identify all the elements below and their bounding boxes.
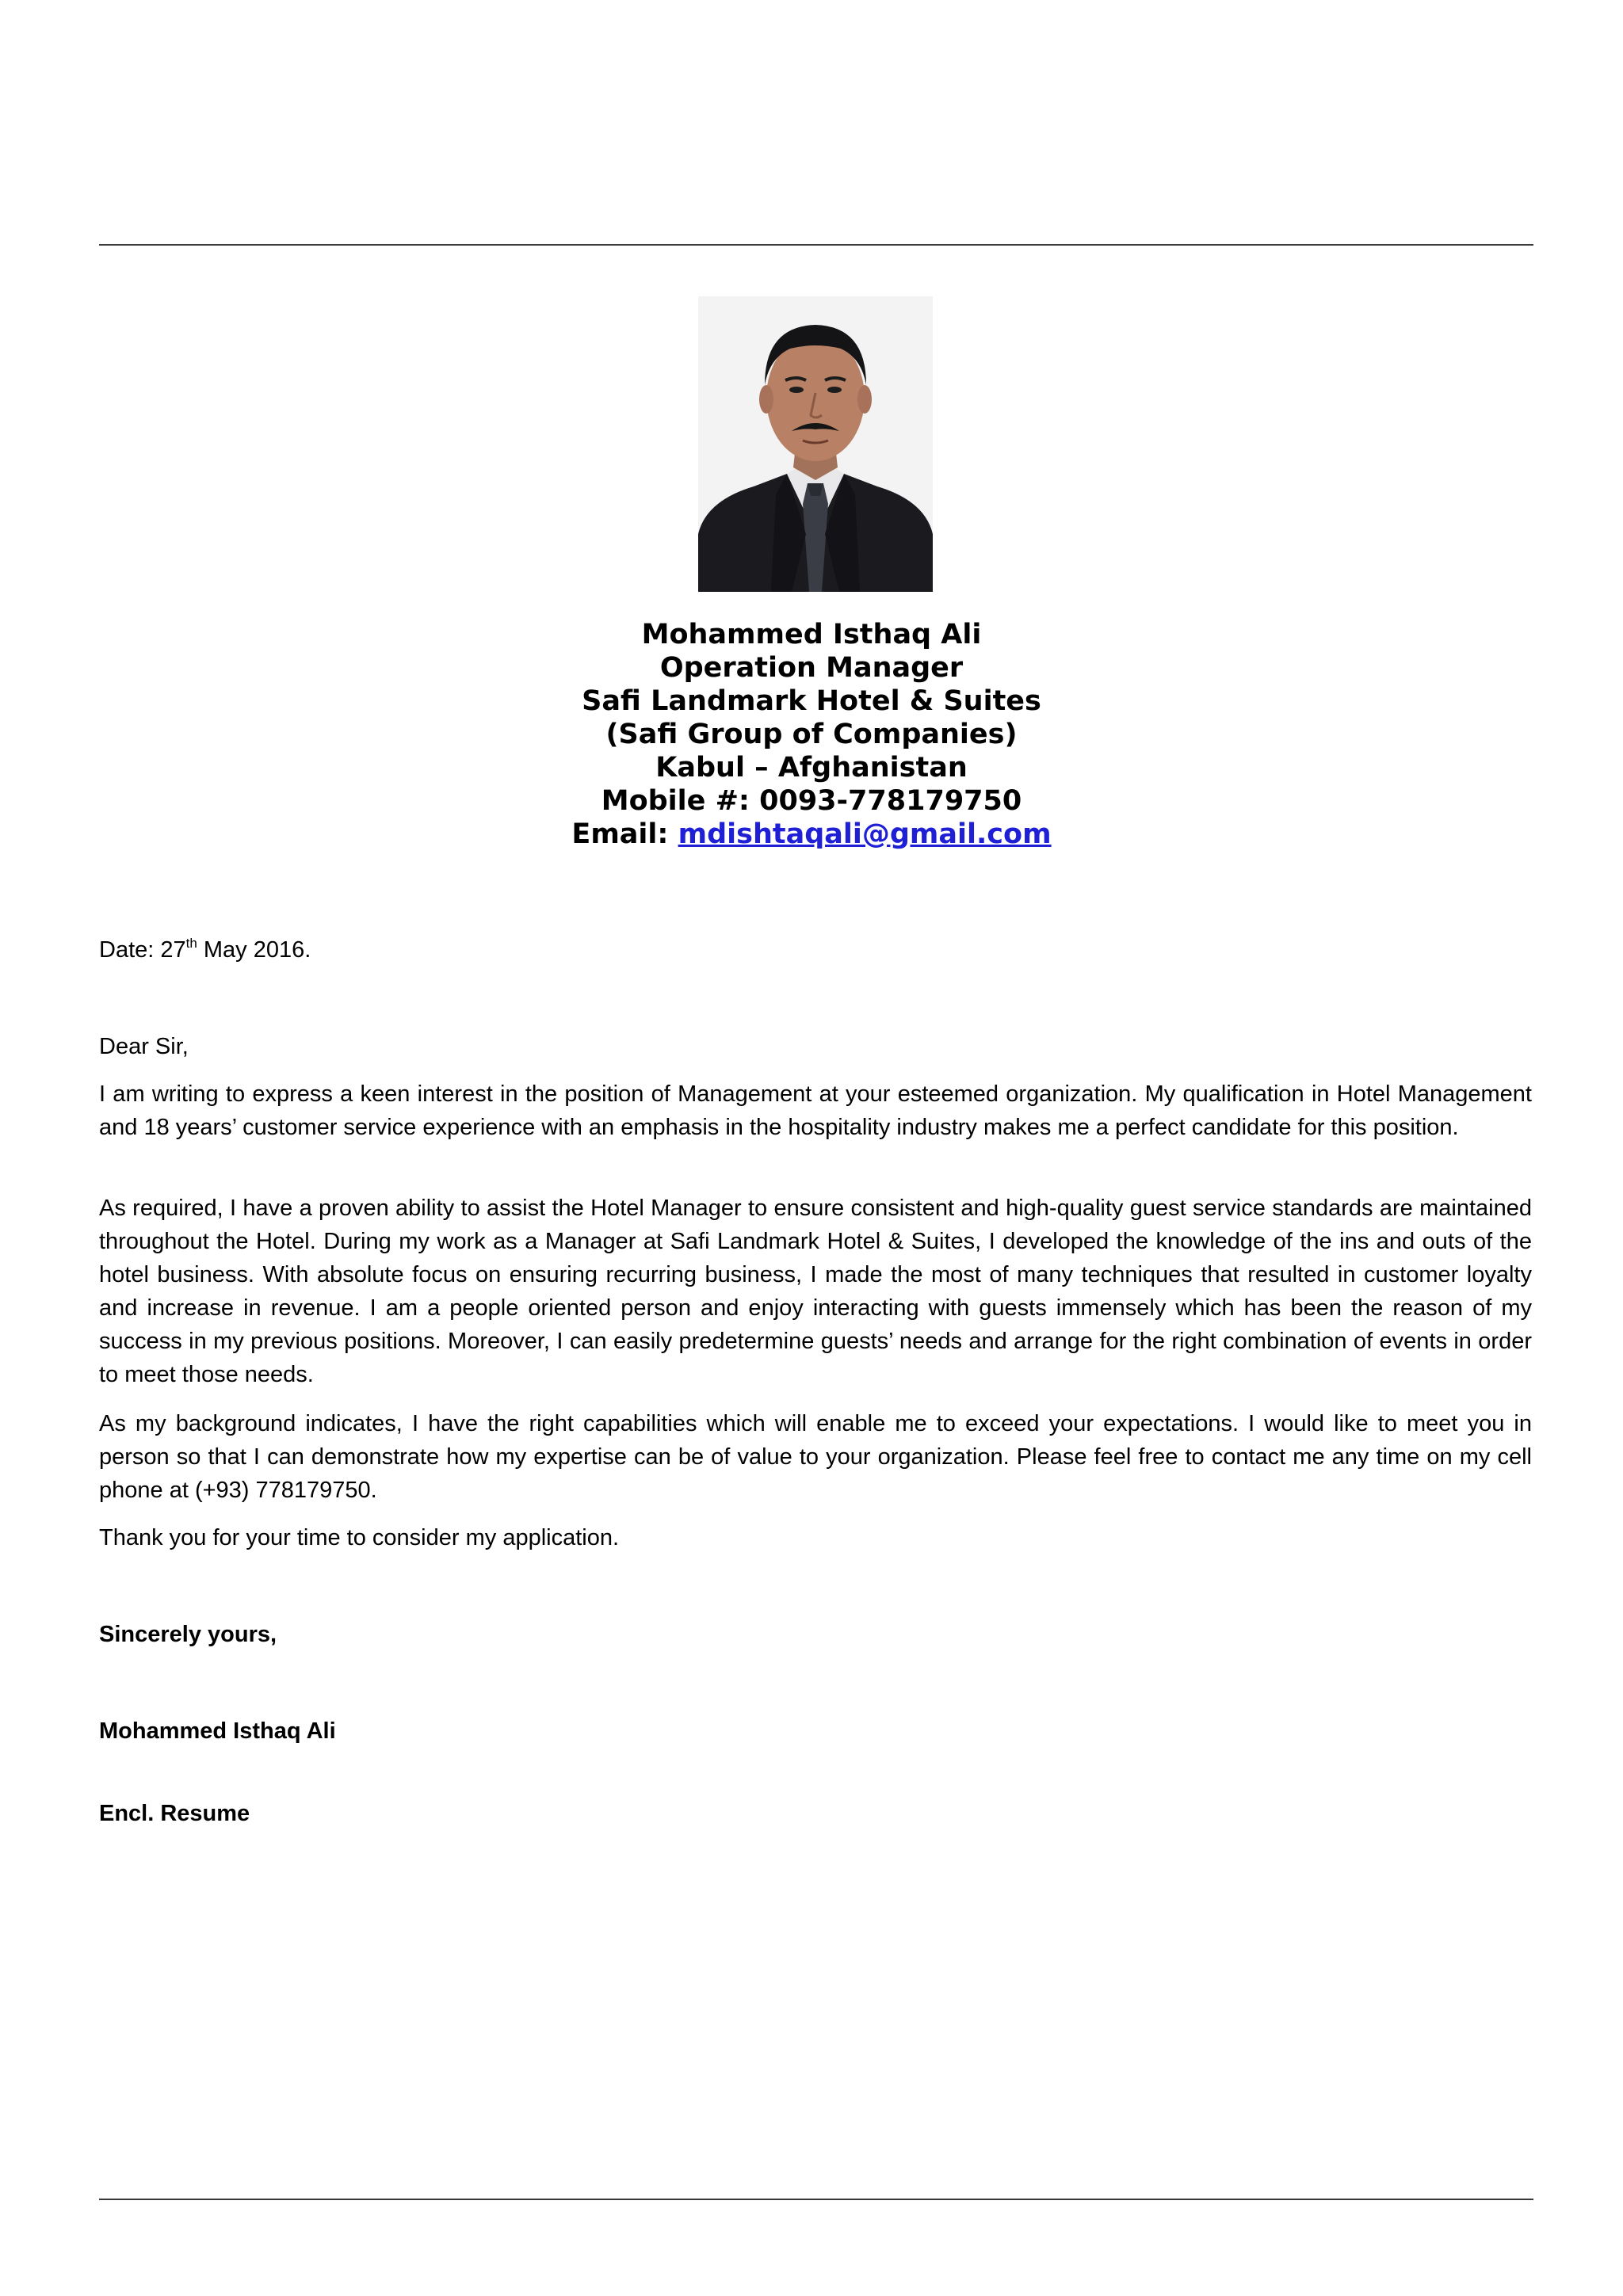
email-line	[0, 818, 1623, 851]
body-paragraph-2: As required, I have a proven ability to assist the Hotel Manager to ensure consistent and high-quality guest service standards are maintained throughout the Hotel. During my work as a Manager at Safi Landmark Hotel & Suites, I developed the knowledge of the ins and outs of the hotel business. With absolute focus on ensuring recurring business, I made the most of many techniques that resulted in customer loyalty and increase in revenue. I am a people oriented person and enjoy interacting with guests immensely which has been the reason of my success in my previous positions. Moreover, I can easily predetermine guests’ needs and arrange for the right combination of events in order to meet those needs.	[99, 1196, 1532, 1387]
letter-date	[99, 933, 1532, 967]
email-label: Email:	[571, 818, 669, 850]
mobile-label: Mobile #:	[601, 785, 750, 817]
salutation: Dear Sir,	[99, 1034, 189, 1059]
date-ordinal: th	[185, 936, 197, 951]
location: Kabul – Afghanistan	[655, 752, 968, 784]
date-prefix: Date: 27	[99, 937, 186, 963]
header-divider	[99, 244, 1533, 246]
contact-header	[0, 618, 1623, 851]
body-paragraph-1: I am writing to express a keen interest in the position of Management at your esteemed organization. My qualification in Hotel Management and 18 years’ customer service experience with an emphasis in the hospitality industry makes me a perfect candidate for this position.	[99, 1081, 1532, 1140]
enclosure-note: Encl. Resume	[99, 1801, 250, 1826]
signature-name: Mohammed Isthaq Ali	[99, 1718, 336, 1744]
footer-divider	[99, 2199, 1533, 2200]
company-group: (Safi Group of Companies)	[605, 719, 1018, 750]
email-link[interactable]: mdishtaqali@gmail.com	[678, 818, 1052, 850]
applicant-name: Mohammed Isthaq Ali	[641, 619, 982, 650]
date-rest: May 2016.	[197, 937, 311, 963]
body-paragraph-4: Thank you for your time to consider my application.	[99, 1525, 620, 1550]
job-title: Operation Manager	[659, 652, 964, 684]
profile-photo	[698, 296, 933, 592]
closing: Sincerely yours,	[99, 1622, 277, 1647]
mobile-line	[0, 784, 1623, 818]
body-paragraph-3: As my background indicates, I have the right capabilities which will enable me to exceed your expectations. I would like to meet you in person so that I can demonstrate how my expertise can be of value to your organization. Please feel free to contact me any time on my cell phone at (+93) 778179750.	[99, 1411, 1532, 1503]
mobile-number: 0093-778179750	[759, 785, 1022, 817]
company-name: Safi Landmark Hotel & Suites	[582, 685, 1041, 717]
